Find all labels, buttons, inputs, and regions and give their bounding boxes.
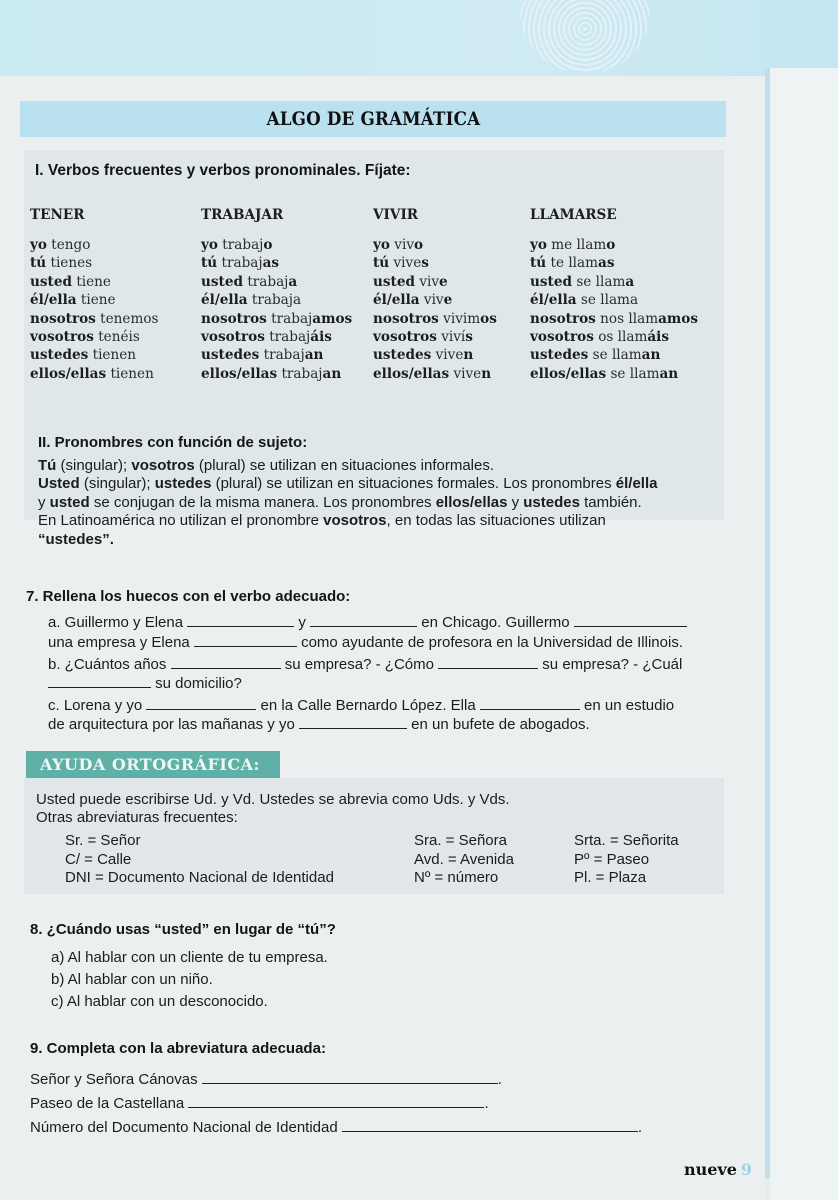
verb-stem: tengo [51,237,91,253]
conjugation-row [373,346,497,364]
conjugation-row [201,254,352,272]
verb-stem: se llam [592,347,642,364]
option-c[interactable]: c) Al hablar con un desconocido. [51,993,268,1010]
verb-ending: o [606,237,616,253]
verb-ending: amos [658,310,699,327]
pronoun: tú [30,255,47,272]
pronoun: tú [530,255,547,272]
verb-ending: an [322,365,342,382]
verb-stem: viv [419,273,440,290]
exercise9-item3: Número del Documento Nacional de Identidad . [30,1119,643,1136]
ayuda-intro-line1: Usted puede escribirse Ud. y Vd. Ustedes se abrevia como Uds. y Vds. [36,791,510,808]
conjugation-row [373,365,497,383]
verb-stem: tenéis [98,329,140,346]
exercise7-a-line1: a. Guillermo y Elena y en Chicago. Guillermo [48,613,687,634]
verb-stem: os llam [598,329,648,346]
pronoun: vosotros [530,329,594,346]
pronoun: usted [530,273,572,290]
blank-input[interactable] [438,655,538,669]
verb-infinitive: TRABAJAR [201,207,284,223]
verb-ending: an [641,347,661,364]
blank-input[interactable] [188,1094,484,1108]
exercise8-options [51,947,328,1013]
option-a[interactable]: a) Al hablar con un cliente de tu empresa. [51,949,328,966]
conjugation-row [201,310,352,328]
verb-stem: tienen [110,365,154,382]
exercise7-b-line2: su domicilio? [48,674,242,695]
pronoun: ellos/ellas [373,365,450,382]
pronoun: ustedes [373,347,432,364]
pronoun: él/ella [30,292,77,309]
ayuda-ortografica-tag: AYUDA ORTOGRÁFICA: [26,751,280,778]
verb-stem: viví [441,329,466,346]
verb-ending: s [421,255,429,272]
verb-stem: viv [394,237,415,253]
pronoun: nosotros [201,310,267,327]
verb-stem: nos llam [600,310,659,327]
exercise7-c-line2: de arquitectura por las mañanas y yo en un bufete de abogados. [48,716,590,733]
verb-column-llamarse [530,206,698,383]
verb-stem: trabaj [221,255,263,272]
exercise9-item2: Paseo de la Castellana . [30,1095,489,1112]
pronoun: nosotros [30,310,96,327]
verb-stem: vivim [443,310,481,327]
blank-input[interactable] [202,1070,498,1084]
exercise9-title: 9. Completa con la abreviatura adecuada: [30,1040,326,1057]
verb-stem: viv [423,292,444,309]
blank-input[interactable] [194,633,297,647]
conjugation-row [530,236,698,254]
blank-input[interactable] [48,674,151,688]
verb-ending: o [263,237,273,253]
exercise7-c-line1: c. Lorena y yo en la Calle Bernardo López. Ella en un estudio [48,697,675,714]
verb-ending: a [625,273,635,290]
abbreviations-col2: Sra. = Señora Avd. = Avenida Nº = número [414,832,514,886]
conjugation-row [201,328,352,346]
conjugation-row [530,310,698,328]
verb-ending: an [659,365,679,382]
pronoun: él/ella [530,292,577,309]
verb-column-tener [30,206,159,383]
section-title: ALGO DE GRAMÁTICA [266,108,480,130]
conjugation-row [30,310,159,328]
blank-input[interactable] [480,696,580,710]
verb-stem: te llam [550,255,599,272]
verb-ending: e [439,273,448,290]
conjugation-row [201,346,352,364]
conjugation-row [530,291,698,309]
paragraph-line: En Latinoamérica no utilizan el pronombre vosotros, en todas las situaciones utilizan [38,512,606,530]
verb-ending: o [414,237,424,253]
verb-stem: trabaj [222,237,264,253]
grammar-section2-title: II. Pronombres con función de sujeto: [38,434,308,451]
conjugation-row [373,273,497,291]
conjugation-row [201,236,352,254]
verb-ending: amos [312,310,353,327]
pronoun: tú [373,255,390,272]
verb-ending: s [465,329,473,346]
verb-infinitive: TENER [30,207,85,223]
verb-stem: trabaj [271,310,313,327]
conjugation-row [201,365,352,383]
conjugation-row [30,273,159,291]
pronoun: ellos/ellas [530,365,607,382]
verb-stem: me llam [551,237,607,253]
pronoun: vosotros [373,329,437,346]
pronoun: nosotros [530,310,596,327]
blank-input[interactable] [171,655,281,669]
verb-stem: trabaj [281,365,323,382]
verb-stem: trabaja [251,292,302,309]
abbreviations-col3: Srta. = Señorita Pº = Paseo Pl. = Plaza [574,832,679,886]
pronoun: él/ella [201,292,248,309]
ayuda-intro-line2: Otras abreviaturas frecuentes: [36,809,238,826]
verb-stem: se llama [580,292,639,309]
verb-stem: tienen [92,347,137,364]
page-number-word: nueve [684,1160,737,1179]
pronoun: ustedes [530,347,589,364]
verb-ending: as [262,255,280,272]
page-number: 9 [740,1160,753,1179]
pronoun: usted [201,273,243,290]
verb-stem: tiene [76,273,111,290]
verb-stem: tienes [50,255,93,272]
verb-stem: se llam [576,273,626,290]
verb-ending: n [481,365,492,382]
blank-input[interactable] [342,1118,638,1132]
pronoun: vosotros [201,329,265,346]
pronoun: usted [30,273,72,290]
conjugation-row [30,328,159,346]
conjugation-row [373,236,497,254]
verb-stem: vive [435,347,464,364]
pronoun: ustedes [30,347,89,364]
exercise9-item1: Señor y Señora Cánovas . [30,1071,502,1088]
verb-infinitive: VIVIR [373,207,419,223]
conjugation-row [530,328,698,346]
blank-input[interactable] [146,696,256,710]
pronoun: tú [201,255,218,272]
pronoun: yo [373,237,390,253]
blank-input[interactable] [574,613,687,627]
pronouns-paragraph [38,457,657,549]
header-band [0,0,838,76]
paragraph-line: “ustedes”. [38,530,114,548]
verb-ending: os [480,310,497,327]
verb-stem: tenemos [100,310,159,327]
pronoun: yo [530,237,547,253]
conjugation-row [530,273,698,291]
conjugation-row [201,273,352,291]
exercise7-a-line2: una empresa y Elena como ayudante de profesora en la Universidad de Illinois. [48,634,683,651]
pronoun: yo [201,237,218,253]
conjugation-row [373,291,497,309]
blank-input[interactable] [310,613,417,627]
paragraph-line: Usted (singular); ustedes (plural) se utilizan en situaciones formales. Los pronombres él/ella [38,475,658,493]
verb-ending: n [463,347,474,364]
pronoun: ustedes [201,347,260,364]
conjugation-row [30,236,159,254]
grammar-section1-title: I. Verbos frecuentes y verbos pronominales. Fíjate: [35,162,411,179]
conjugation-row [30,291,159,309]
pronoun: ellos/ellas [30,365,107,382]
blank-input[interactable] [187,613,294,627]
pronoun: yo [30,237,47,253]
verb-column-trabajar [201,206,352,383]
verb-ending: áis [647,329,669,346]
verb-stem: se llam [610,365,660,382]
verb-stem: trabaj [263,347,305,364]
paragraph-line: y usted se conjugan de la misma manera. Los pronombres ellos/ellas y ustedes también. [38,493,642,511]
conjugation-row [373,328,497,346]
verb-ending: a [288,273,298,290]
option-b[interactable]: b) Al hablar con un niño. [51,971,213,988]
verb-stem: trabaj [269,329,311,346]
exercise7-b-line1: b. ¿Cuántos años su empresa? - ¿Cómo su empresa? - ¿Cuál [48,656,683,673]
conjugation-row [530,346,698,364]
blank-input[interactable] [299,715,407,729]
exercise7-title: 7. Rellena los huecos con el verbo adecuado: [26,588,351,605]
verb-stem: vive [453,365,482,382]
verb-ending: an [304,347,324,364]
abbreviations-col1: Sr. = Señor C/ = Calle DNI = Documento Nacional de Identidad [65,832,334,886]
conjugation-row [201,291,352,309]
verb-ending: áis [310,329,332,346]
section-title-bar [20,101,726,137]
verb-ending: e [443,292,453,309]
verb-stem: vive [393,255,422,272]
pronoun: vosotros [30,329,94,346]
pronoun: nosotros [373,310,439,327]
verb-stem: trabaj [247,273,289,290]
pronoun: ellos/ellas [201,365,278,382]
exercise8-title: 8. ¿Cuándo usas “usted” en lugar de “tú”? [30,921,336,938]
conjugation-row [530,365,698,383]
conjugation-row [30,346,159,364]
conjugation-row [373,254,497,272]
pronoun: usted [373,273,415,290]
right-margin [770,68,838,1200]
verb-column-vivir [373,206,497,383]
verb-infinitive: LLAMARSE [530,207,617,223]
conjugation-row [530,254,698,272]
conjugation-row [30,365,159,383]
paragraph-line: Tú (singular); vosotros (plural) se utilizan en situaciones informales. [38,457,495,474]
verb-ending: as [598,255,615,272]
conjugation-row [30,254,159,272]
verb-stem: tiene [80,292,116,309]
pronoun: él/ella [373,292,420,309]
page-footer [684,1160,752,1179]
conjugation-row [373,310,497,328]
